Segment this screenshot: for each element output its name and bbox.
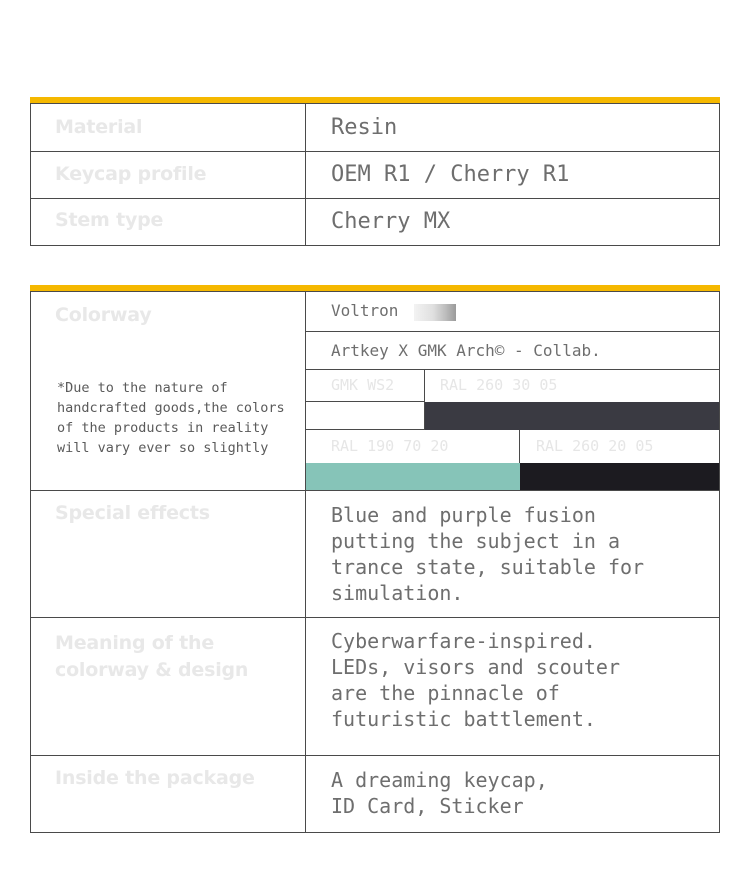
package-value [331, 767, 709, 819]
package-value-line-1: A dreaming keycap, [331, 768, 548, 792]
swatch-color-ral-260-20-05 [520, 463, 719, 490]
swatch-label-ral-190-70-20 [306, 430, 520, 463]
gradient-swatch-icon [414, 304, 456, 321]
spec-label-material: Material [31, 104, 306, 151]
meaning-label: Meaning of the colorway & design [31, 618, 306, 755]
package-label: Inside the package [31, 756, 306, 832]
colorway-note: *Due to the nature of handcrafted goods,the colors of the products in reality will vary ever so slightly [57, 380, 285, 456]
spec-label-stem-type: Stem type [31, 199, 306, 245]
spec-table [30, 103, 720, 246]
swatch-label-gmk-ws2 [306, 370, 425, 402]
swatch-label-ral-260-20-05 [520, 430, 719, 463]
colorway-name: Voltron [331, 301, 399, 320]
colorway-collab-cell [306, 332, 719, 370]
meaning-value: Cyberwarfare-inspired. LEDs, visors and scouter are the pinnacle of futuristic battlement. [331, 629, 620, 731]
package-row [31, 755, 719, 832]
special-effects-value: Blue and purple fusion putting the subject in a trance state, suitable for simulation. [331, 503, 645, 605]
spec-value-stem-type: Cherry MX [331, 209, 451, 234]
special-effects-label: Special effects [31, 491, 306, 617]
colorway-name-cell [306, 292, 719, 332]
package-value-line-2: ID Card, Sticker [331, 794, 524, 818]
spec-value-keycap-profile: OEM R1 / Cherry R1 [331, 162, 570, 187]
details-table [30, 291, 720, 833]
spec-row-keycap-profile [31, 151, 719, 198]
colorway-collab: Artkey X GMK Arch© - Collab. [331, 341, 601, 360]
swatch-name-gmk-ws2: GMK WS2 [331, 376, 395, 394]
swatch-color-ral-190-70-20 [306, 463, 520, 490]
special-effects-row [31, 490, 719, 617]
spec-row-material [31, 104, 719, 151]
swatch-color-ral-260-30-05 [425, 402, 719, 430]
swatch-name-ral-260-30-05: RAL 260 30 05 [440, 376, 558, 394]
swatch-label-ral-260-30-05 [425, 370, 719, 402]
swatch-name-ral-260-20-05: RAL 260 20 05 [536, 437, 654, 455]
colorway-label: Colorway [31, 292, 306, 490]
meaning-row [31, 617, 719, 755]
swatch-name-ral-190-70-20: RAL 190 70 20 [331, 437, 449, 455]
spec-row-stem-type [31, 198, 719, 245]
colorway-row [31, 292, 719, 490]
swatch-color-gmk-ws2 [306, 402, 425, 430]
spec-label-keycap-profile: Keycap profile [31, 152, 306, 198]
spec-value-material: Resin [331, 115, 398, 140]
